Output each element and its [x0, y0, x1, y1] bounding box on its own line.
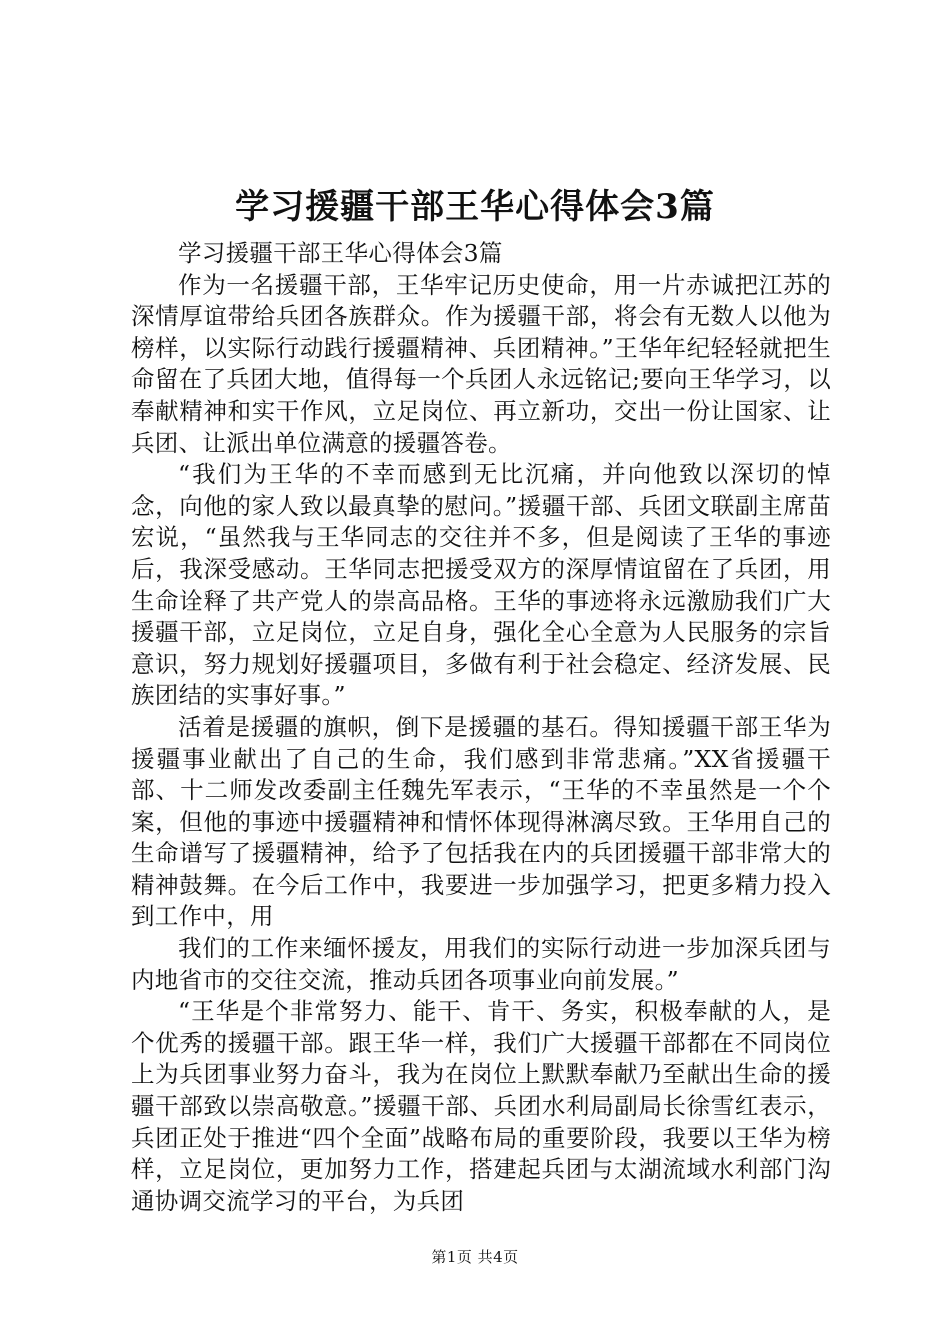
subtitle-paragraph: 学习援疆干部王华心得体会3篇	[178, 239, 503, 267]
body-paragraph: 活着是援疆的旗帜，倒下是援疆的基石。得知援疆干部王华为援疆事业献出了自己的生命，我们感到非常悲痛。”XX省援疆干部、十二师发改委副主任魏先军表示，“王华的不幸虽然是一个个案，但他的事迹中援疆精神和情怀体现得淋漓尽致。王华用自己的生命谱写了援疆精神，给予了包括我在内的兵团援疆干部非常大的精神鼓舞。在今后工作中，我要进一步加强学习，把更多精力投入到工作中，用	[131, 712, 831, 931]
body-paragraph: 作为一名援疆干部，王华牢记历史使命，用一片赤诚把江苏的深情厚谊带给兵团各族群众。作为援疆干部，将会有无数人以他为榜样，以实际行动践行援疆精神、兵团精神。”王华年纪轻轻就把生命留在了兵团大地，值得每一个兵团人永远铭记;要向王华学习，以奉献精神和实干作风，立足岗位、再立新功，交出一份让国家、让兵团、让派出单位满意的援疆答卷。	[131, 270, 831, 457]
document-title: 学习援疆干部王华心得体会3篇	[235, 187, 715, 227]
page-footer: 第1页 共4页	[431, 1248, 519, 1266]
body-paragraph: “王华是个非常努力、能干、肯干、务实，积极奉献的人，是个优秀的援疆干部。跟王华一样，我们广大援疆干部都在不同岗位上为兵团事业努力奋斗，我为在岗位上默默奉献乃至献出生命的援疆干部致以崇高敬意。”援疆干部、兵团水利局副局长徐雪红表示，兵团正处于推进“四个全面”战略布局的重要阶段，我要以王华为榜样，立足岗位，更加努力工作，搭建起兵团与太湖流域水利部门沟通协调交流学习的平台，为兵团	[131, 997, 831, 1215]
body-paragraph: 我们的工作来缅怀援友，用我们的实际行动进一步加深兵团与内地省市的交往交流，推动兵团各项事业向前发展。”	[131, 934, 831, 994]
document-body	[131, 238, 831, 1217]
body-paragraph: “我们为王华的不幸而感到无比沉痛，并向他致以深切的悼念，向他的家人致以最真挚的慰问。”援疆干部、兵团文联副主席苗宏说，“虽然我与王华同志的交往并不多，但是阅读了王华的事迹后，我深受感动。王华同志把援受双方的深厚情谊留在了兵团，用生命诠释了共产党人的崇高品格。王华的事迹将永远激励我们广大援疆干部，立足岗位，立足自身，强化全心全意为人民服务的宗旨意识，努力规划好援疆项目，多做有利于社会稳定、经济发展、民族团结的实事好事。”	[131, 460, 831, 710]
